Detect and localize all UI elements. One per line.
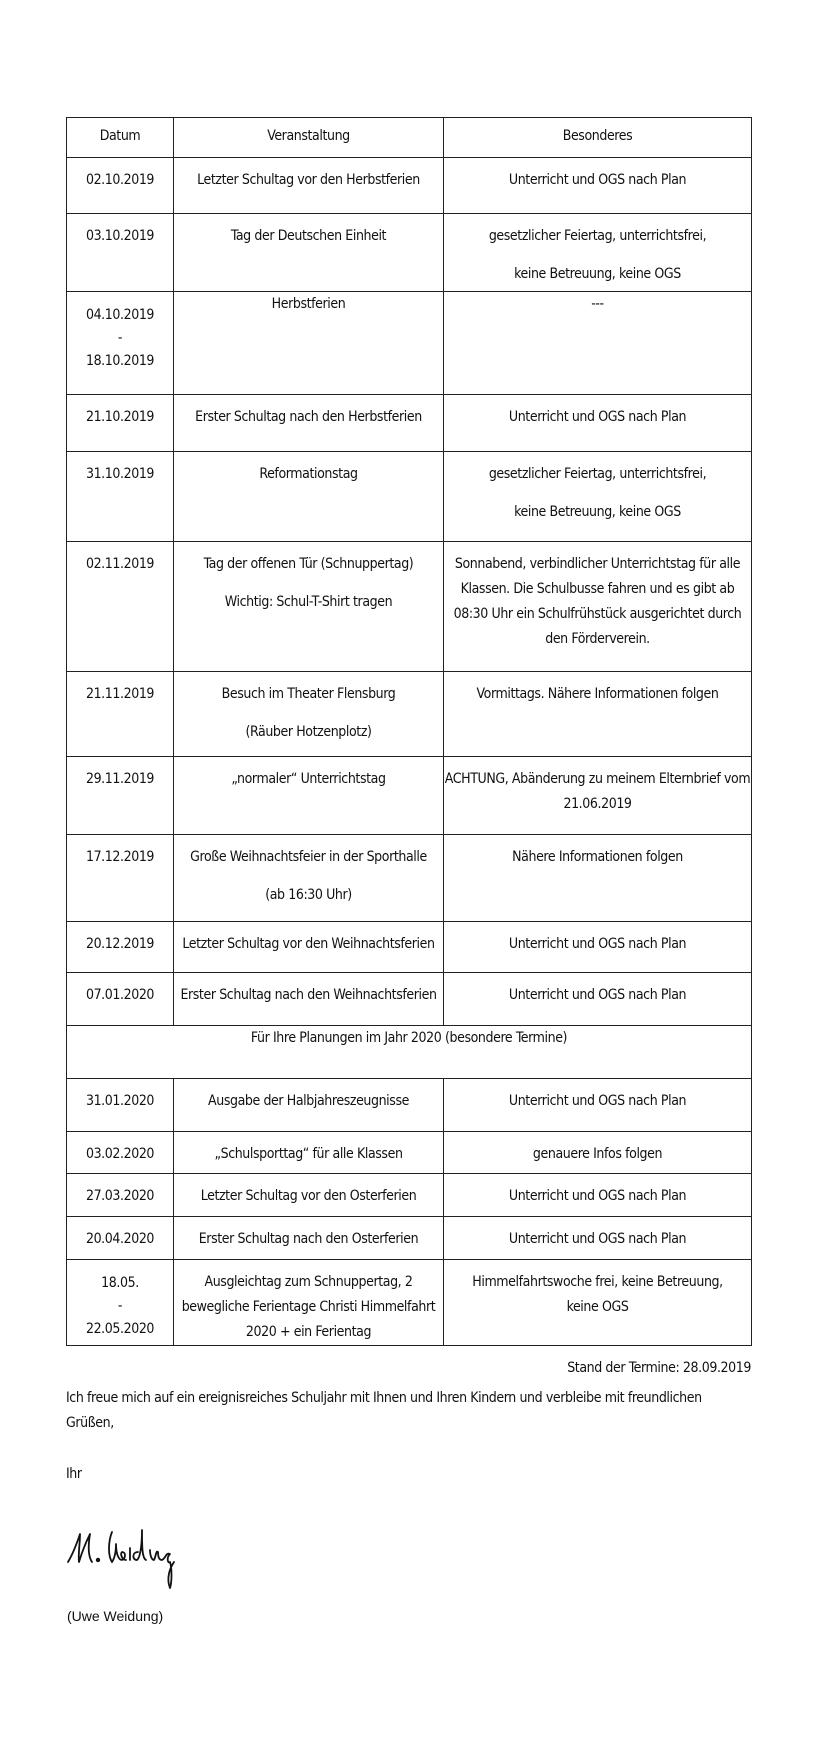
- date-cell-line: 02.11.2019: [85, 556, 155, 572]
- event-cell-line: Letzter Schultag vor den Herbstferien: [197, 172, 420, 188]
- note-cell-line: Unterricht und OGS nach Plan: [508, 172, 687, 188]
- date-cell-line: 22.05.2020: [85, 1321, 155, 1337]
- note-cell: [444, 1217, 752, 1260]
- date-cell-line: -: [117, 330, 123, 346]
- event-cell-line: Ausgabe der Halbjahreszeugnisse: [208, 1093, 409, 1109]
- section-heading-row: [67, 1026, 752, 1079]
- note-cell-line: Unterricht und OGS nach Plan: [508, 1231, 687, 1247]
- date-cell-line: 18.10.2019: [85, 353, 155, 369]
- table-row: [67, 757, 752, 835]
- date-cell: [67, 158, 174, 214]
- event-cell-line: Große Weihnachtsfeier in der Sporthalle: [190, 849, 427, 865]
- event-cell: [174, 757, 444, 835]
- date-cell-line: 18.05.: [101, 1275, 139, 1291]
- date-cell: [67, 1079, 174, 1132]
- event-cell: [174, 1260, 444, 1346]
- table-row: [67, 1132, 752, 1174]
- event-cell-line: Besuch im Theater Flensburg: [221, 686, 396, 702]
- event-cell-line: (ab 16:30 Uhr): [265, 887, 352, 903]
- note-cell-line: Unterricht und OGS nach Plan: [508, 409, 687, 425]
- date-cell-line: 29.11.2019: [85, 771, 155, 787]
- event-cell-line: „Schulsporttag“ für alle Klassen: [214, 1146, 403, 1162]
- note-cell: [444, 542, 752, 672]
- event-cell-line: „normaler“ Unterrichtstag: [231, 771, 386, 787]
- note-cell-line: Vormittags. Nähere Informationen folgen: [476, 686, 719, 702]
- event-cell: [174, 292, 444, 395]
- note-cell-line: Unterricht und OGS nach Plan: [508, 936, 687, 952]
- event-cell: [174, 672, 444, 757]
- table-row: [67, 214, 752, 292]
- event-cell-line: Letzter Schultag vor den Osterferien: [200, 1188, 417, 1204]
- note-cell-line: gesetzlicher Feiertag, unterrichtsfrei,: [488, 466, 707, 482]
- note-cell: [444, 1174, 752, 1217]
- event-cell: [174, 395, 444, 452]
- schedule-table: [66, 117, 752, 1346]
- event-cell-line: Ausgleichtag zum Schnuppertag, 2 bewegliche Ferientage Christi Himmelfahrt 2020 + ein Ferientag: [181, 1274, 436, 1340]
- note-cell: [444, 672, 752, 757]
- closing-text: Ich freue mich auf ein ereignisreiches Schuljahr mit Ihnen und Ihren Kindern und verbleibe mit freundlichen Grüßen,: [66, 1390, 702, 1431]
- note-cell: [444, 292, 752, 395]
- date-cell-line: 04.10.2019: [85, 307, 155, 323]
- date-cell: [67, 395, 174, 452]
- note-cell-line: gesetzlicher Feiertag, unterrichtsfrei,: [488, 228, 707, 244]
- table-row: [67, 158, 752, 214]
- event-cell: [174, 1079, 444, 1132]
- event-cell: [174, 452, 444, 542]
- table-row: [67, 1079, 752, 1132]
- date-cell-line: 03.10.2019: [85, 228, 155, 244]
- event-cell: [174, 214, 444, 292]
- section-heading: [67, 1026, 752, 1079]
- date-cell: [67, 214, 174, 292]
- event-cell: [174, 1217, 444, 1260]
- note-cell: [444, 1260, 752, 1346]
- table-row: [67, 452, 752, 542]
- date-cell: [67, 1174, 174, 1217]
- date-cell-line: 02.10.2019: [85, 172, 155, 188]
- note-cell-line: keine Betreuung, keine OGS: [514, 504, 681, 520]
- note-cell-line: Unterricht und OGS nach Plan: [508, 1093, 687, 1109]
- note-cell: [444, 835, 752, 922]
- event-cell-line: Tag der Deutschen Einheit: [230, 228, 387, 244]
- event-cell-line: Tag der offenen Tür (Schnuppertag): [203, 556, 414, 572]
- note-cell-line: keine Betreuung, keine OGS: [514, 266, 681, 282]
- table-row: [67, 395, 752, 452]
- event-cell-line: Wichtig: Schul-T-Shirt tragen: [224, 594, 393, 610]
- date-cell-line: 27.03.2020: [85, 1188, 155, 1204]
- event-cell-line: (Räuber Hotzenplotz): [245, 724, 372, 740]
- event-cell-line: Erster Schultag nach den Herbstferien: [195, 409, 422, 425]
- event-cell: [174, 158, 444, 214]
- header-row: [67, 118, 752, 158]
- stand-der-termine: Stand der Termine: 28.09.2019: [567, 1360, 751, 1376]
- date-cell: [67, 1260, 174, 1346]
- note-cell-line: Nähere Informationen folgen: [512, 849, 683, 865]
- header-besonderes: Besonderes: [444, 118, 752, 158]
- table-row: [67, 973, 752, 1026]
- note-cell-line: Sonnabend, verbindlicher Unterrichtstag für alle Klassen. Die Schulbusse fahren und es gibt ab 08:30 Uhr ein Schulfrühstück ausgerichtet durch den Förderverein.: [453, 556, 742, 647]
- note-cell: [444, 973, 752, 1026]
- date-cell-line: 03.02.2020: [85, 1146, 155, 1162]
- date-cell: [67, 672, 174, 757]
- note-cell-line: ---: [591, 296, 604, 312]
- header-veranstaltung: Veranstaltung: [174, 118, 444, 158]
- note-cell: [444, 158, 752, 214]
- date-cell-line: 21.10.2019: [85, 409, 155, 425]
- date-cell-line: 20.04.2020: [85, 1231, 155, 1247]
- event-cell: [174, 973, 444, 1026]
- date-cell-line: 31.01.2020: [85, 1093, 155, 1109]
- note-cell: [444, 1079, 752, 1132]
- date-cell-line: 17.12.2019: [85, 849, 155, 865]
- table-row: [67, 835, 752, 922]
- date-cell: [67, 757, 174, 835]
- note-cell-line: keine OGS: [566, 1299, 629, 1315]
- date-cell-line: 20.12.2019: [85, 936, 155, 952]
- date-cell-line: -: [117, 1298, 123, 1314]
- event-cell: [174, 922, 444, 973]
- date-cell: [67, 542, 174, 672]
- event-cell: [174, 835, 444, 922]
- note-cell: [444, 395, 752, 452]
- table-row: [67, 292, 752, 395]
- date-cell: [67, 922, 174, 973]
- event-cell-line: Herbstferien: [271, 296, 346, 312]
- table-row: [67, 542, 752, 672]
- event-cell: [174, 542, 444, 672]
- note-cell: [444, 922, 752, 973]
- date-cell: [67, 1132, 174, 1174]
- event-cell: [174, 1132, 444, 1174]
- note-cell-line: Himmelfahrtswoche frei, keine Betreuung,: [472, 1274, 723, 1290]
- date-cell: [67, 835, 174, 922]
- date-cell: [67, 1217, 174, 1260]
- signature-image: [66, 1522, 196, 1592]
- date-cell: [67, 452, 174, 542]
- table-row: [67, 1217, 752, 1260]
- date-cell-line: 07.01.2020: [85, 987, 155, 1003]
- note-cell: [444, 452, 752, 542]
- section-heading-text: Für Ihre Planungen im Jahr 2020 (besondere Termine): [250, 1030, 568, 1046]
- table-row: [67, 672, 752, 757]
- note-cell: [444, 1132, 752, 1174]
- table-row: [67, 922, 752, 973]
- date-cell: [67, 973, 174, 1026]
- date-cell: [67, 292, 174, 395]
- event-cell: [174, 1174, 444, 1217]
- event-cell-line: Letzter Schultag vor den Weihnachtsferien: [182, 936, 435, 952]
- closing-ihr: Ihr: [66, 1466, 82, 1482]
- signer-name: (Uwe Weidung): [67, 1608, 164, 1624]
- event-cell-line: Erster Schultag nach den Osterferien: [198, 1231, 419, 1247]
- event-cell-line: Reformationstag: [259, 466, 358, 482]
- signature: [66, 1522, 196, 1596]
- table-row: [67, 1260, 752, 1346]
- header-datum: Datum: [67, 118, 174, 158]
- note-cell: [444, 757, 752, 835]
- note-cell: [444, 214, 752, 292]
- event-cell-line: Erster Schultag nach den Weihnachtsferien: [180, 987, 437, 1003]
- note-cell-line: genauere Infos folgen: [532, 1146, 663, 1162]
- note-cell-line: Unterricht und OGS nach Plan: [508, 987, 687, 1003]
- date-cell-line: 31.10.2019: [85, 466, 155, 482]
- table-row: [67, 1174, 752, 1217]
- note-cell-line: ACHTUNG, Abänderung zu meinem Elternbrief vom 21.06.2019: [444, 771, 751, 812]
- date-cell-line: 21.11.2019: [85, 686, 155, 702]
- note-cell-line: Unterricht und OGS nach Plan: [508, 1188, 687, 1204]
